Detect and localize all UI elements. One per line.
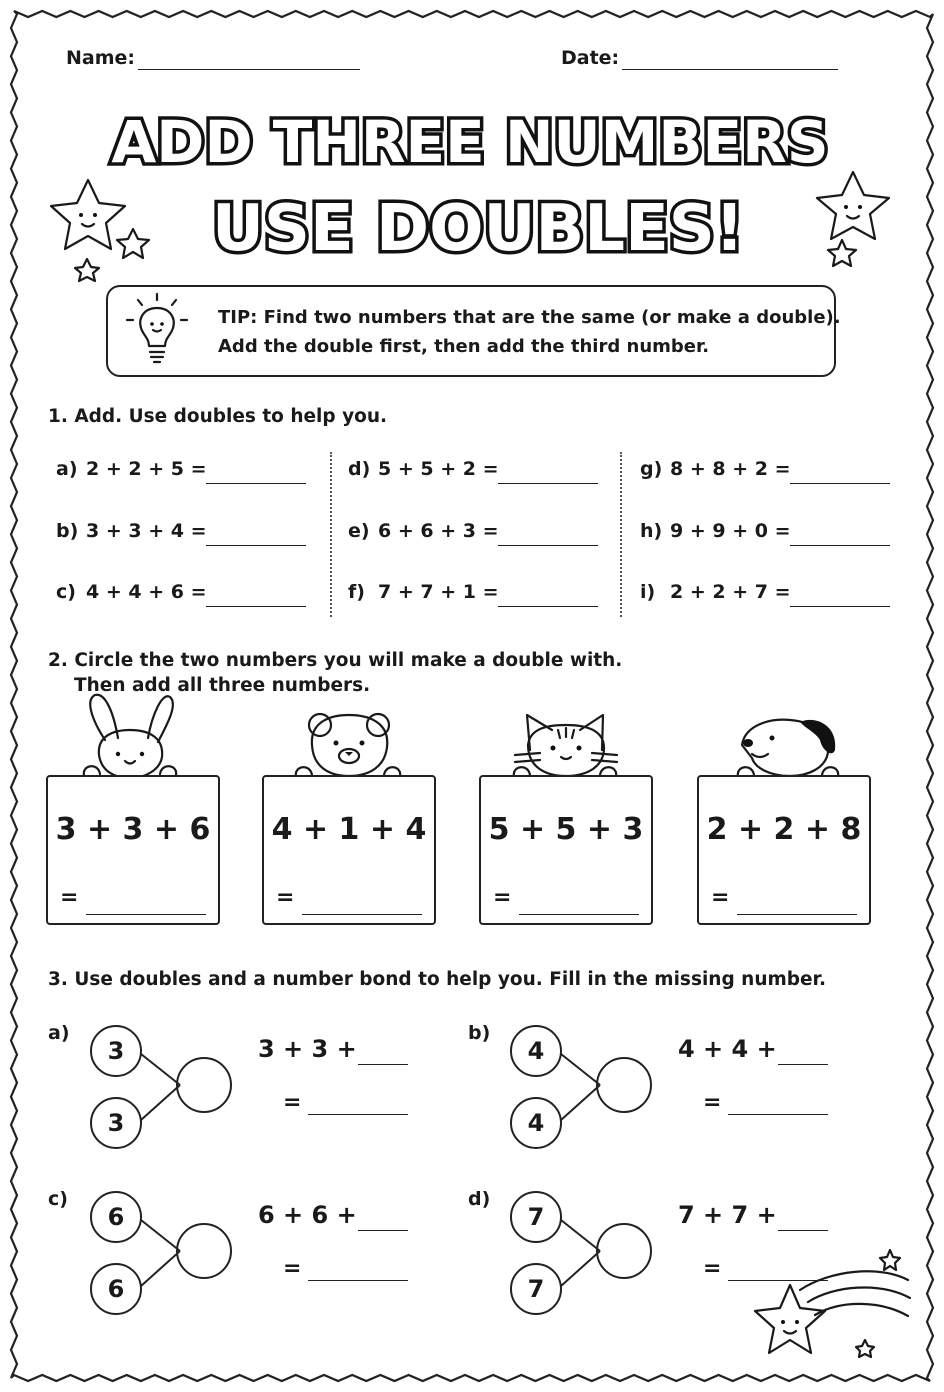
bear-icon xyxy=(296,714,400,776)
bond-connector xyxy=(561,1085,600,1120)
answer-blank[interactable] xyxy=(206,606,306,607)
bunny-icon xyxy=(84,695,176,778)
bond-bottom-number: 7 xyxy=(510,1263,562,1315)
problem-expression: 2 + 2 + 5 = xyxy=(86,458,207,480)
answer-blank[interactable] xyxy=(206,483,306,484)
bond-connector xyxy=(141,1251,180,1286)
answer-blank[interactable] xyxy=(302,914,422,915)
answer-blank[interactable] xyxy=(737,914,857,915)
bond-label: b) xyxy=(468,1022,491,1044)
bond-expression: 3 + 3 + xyxy=(258,1035,357,1063)
answer-blank[interactable] xyxy=(358,1064,408,1065)
column-divider xyxy=(620,452,622,617)
bond-expression: 4 + 4 + xyxy=(678,1035,777,1063)
problem-label: a) xyxy=(56,458,78,480)
bond-top-number: 7 xyxy=(510,1191,562,1243)
problem-label: e) xyxy=(348,520,370,542)
section2-heading-2: Then add all three numbers. xyxy=(74,675,371,696)
star-icon xyxy=(51,180,125,249)
bond-equals: = xyxy=(283,1090,302,1115)
problem-label: h) xyxy=(640,520,663,542)
column-divider xyxy=(330,452,332,617)
section3-heading: 3. Use doubles and a number bond to help you. Fill in the missing number. xyxy=(48,969,827,990)
star-icon xyxy=(75,259,99,281)
star-icon xyxy=(117,229,149,258)
card-equals: = xyxy=(60,885,79,910)
title-line1: ADD THREE NUMBERS xyxy=(111,108,829,176)
card-expression[interactable]: 2 + 2 + 8 xyxy=(706,812,862,847)
problem-expression: 8 + 8 + 2 = xyxy=(670,458,791,480)
card-expression[interactable]: 4 + 1 + 4 xyxy=(271,812,427,847)
card-expression[interactable]: 5 + 5 + 3 xyxy=(488,812,644,847)
star-icon xyxy=(817,172,889,239)
bond-whole-circle[interactable] xyxy=(596,1057,652,1113)
bond-expression: 7 + 7 + xyxy=(678,1201,777,1229)
lightbulb-icon xyxy=(120,290,190,370)
bond-connector xyxy=(561,1054,600,1085)
answer-blank[interactable] xyxy=(86,914,206,915)
bond-label: d) xyxy=(468,1188,491,1210)
bond-connector xyxy=(141,1220,180,1251)
problem-expression: 2 + 2 + 7 = xyxy=(670,581,791,603)
problem-expression: 9 + 9 + 0 = xyxy=(670,520,791,542)
cat-icon xyxy=(514,715,617,776)
shooting-star-icon xyxy=(730,1230,920,1380)
problem-label: f) xyxy=(348,581,365,603)
problem-expression: 4 + 4 + 6 = xyxy=(86,581,207,603)
problem-label: c) xyxy=(56,581,76,603)
bond-bottom-number: 3 xyxy=(90,1097,142,1149)
bond-connector xyxy=(141,1054,180,1085)
tip-line2: Add the double first, then add the third number. xyxy=(218,336,710,357)
answer-blank[interactable] xyxy=(519,914,639,915)
bond-top-number: 4 xyxy=(510,1025,562,1077)
bond-bottom-number: 6 xyxy=(90,1263,142,1315)
answer-blank[interactable] xyxy=(498,545,598,546)
card-equals: = xyxy=(711,885,730,910)
bond-label: c) xyxy=(48,1188,68,1210)
bond-bottom-number: 4 xyxy=(510,1097,562,1149)
star-decorations xyxy=(0,0,944,300)
problem-label: b) xyxy=(56,520,79,542)
answer-blank[interactable] xyxy=(308,1280,408,1281)
title-line2: USE DOUBLES! xyxy=(211,192,745,266)
problem-expression: 5 + 5 + 2 = xyxy=(378,458,499,480)
card-equals: = xyxy=(276,885,295,910)
bond-connector xyxy=(561,1220,600,1251)
bond-whole-circle[interactable] xyxy=(596,1223,652,1279)
bond-whole-circle[interactable] xyxy=(176,1223,232,1279)
bond-whole-circle[interactable] xyxy=(176,1057,232,1113)
card-equals: = xyxy=(493,885,512,910)
card-expression[interactable]: 3 + 3 + 6 xyxy=(55,812,211,847)
answer-blank[interactable] xyxy=(498,483,598,484)
bond-connector xyxy=(561,1251,600,1286)
answer-blank[interactable] xyxy=(358,1230,408,1231)
tip-line1: TIP: Find two numbers that are the same (or make a double). xyxy=(218,307,841,328)
problem-label: g) xyxy=(640,458,663,480)
problem-expression: 6 + 6 + 3 = xyxy=(378,520,499,542)
problem-expression: 7 + 7 + 1 = xyxy=(378,581,499,603)
bond-top-number: 3 xyxy=(90,1025,142,1077)
answer-blank[interactable] xyxy=(498,606,598,607)
answer-blank[interactable] xyxy=(778,1064,828,1065)
bond-label: a) xyxy=(48,1022,70,1044)
answer-blank[interactable] xyxy=(308,1114,408,1115)
dog-icon xyxy=(738,720,838,776)
bond-expression: 6 + 6 + xyxy=(258,1201,357,1229)
section2-heading: 2. Circle the two numbers you will make a double with. xyxy=(48,650,623,671)
date-label: Date: xyxy=(561,47,620,69)
star-icon xyxy=(828,240,856,266)
bond-top-number: 6 xyxy=(90,1191,142,1243)
answer-blank[interactable] xyxy=(728,1114,828,1115)
answer-blank[interactable] xyxy=(790,545,890,546)
problem-label: d) xyxy=(348,458,371,480)
bond-equals: = xyxy=(703,1256,722,1281)
problem-label: i) xyxy=(640,581,656,603)
bond-equals: = xyxy=(283,1256,302,1281)
name-label: Name: xyxy=(66,47,136,69)
bond-equals: = xyxy=(703,1090,722,1115)
answer-blank[interactable] xyxy=(206,545,306,546)
answer-blank[interactable] xyxy=(790,483,890,484)
problem-expression: 3 + 3 + 4 = xyxy=(86,520,207,542)
section1-heading: 1. Add. Use doubles to help you. xyxy=(48,406,388,427)
answer-blank[interactable] xyxy=(790,606,890,607)
bond-connector xyxy=(141,1085,180,1120)
